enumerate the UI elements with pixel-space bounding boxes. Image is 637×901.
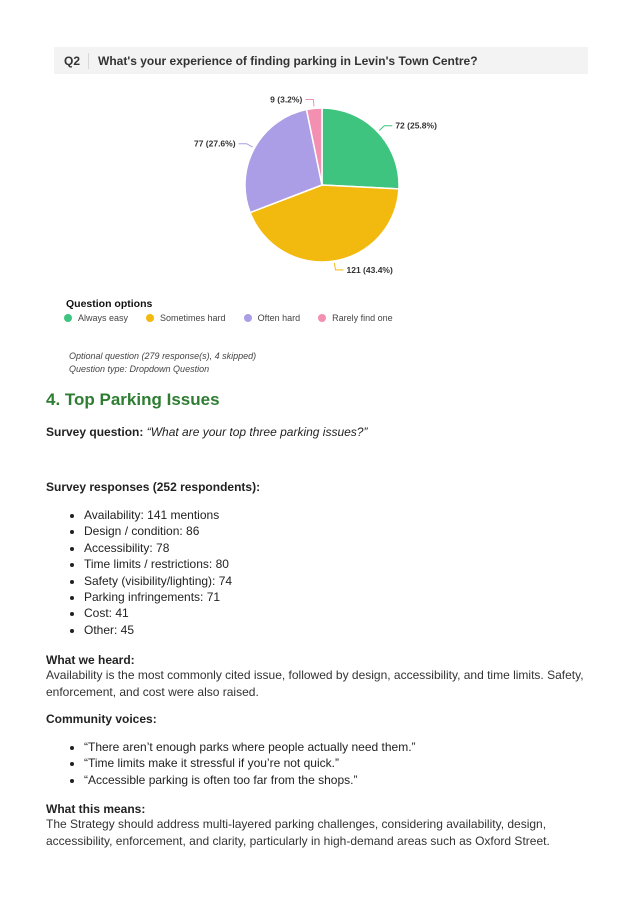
legend-label: Often hard <box>257 313 301 323</box>
pie-slice <box>322 108 399 189</box>
pie-chart <box>0 85 637 285</box>
legend-item <box>146 313 226 323</box>
legend-swatch <box>64 314 72 322</box>
question-header <box>54 47 588 74</box>
voices-heading: Community voices: <box>46 712 157 726</box>
responses-item: • Other: 45 <box>84 622 232 638</box>
pie-leader-line <box>239 144 253 147</box>
pie-leader-line <box>334 263 343 270</box>
heard-text: Availability is the most commonly cited issue, followed by design, accessibility, and time limits. Safety, enforcement, and cost were also raised. <box>46 668 584 699</box>
legend-title: Question options <box>66 298 153 310</box>
responses-item: • Time limits / restrictions: 80 <box>84 556 232 572</box>
pie-data-label: 9 (3.2%) <box>270 94 303 105</box>
legend-swatch <box>146 314 154 322</box>
voices-item: • “There aren’t enough parks where people actually need them.” <box>84 739 416 755</box>
survey-question-text: “What are your top three parking issues?” <box>146 425 368 439</box>
legend-item <box>64 313 128 323</box>
heard-heading: What we heard: <box>46 653 135 667</box>
legend-label: Always easy <box>78 313 129 323</box>
means-text: The Strategy should address multi-layered parking challenges, considering availability, design, accessibility, enforcement, and clarity, particularly in high-demand areas such as Oxford Street. <box>46 817 550 848</box>
legend-label: Sometimes hard <box>160 313 226 323</box>
legend-label: Rarely find one <box>332 313 393 323</box>
responses-item: • Accessibility: 78 <box>84 540 232 556</box>
legend-item <box>244 313 301 323</box>
responses-item: • Parking infringements: 71 <box>84 589 232 605</box>
question-type-info: Question type: Dropdown Question <box>69 364 210 374</box>
pie-data-label: 72 (25.8%) <box>395 120 437 131</box>
pie-leader-line <box>305 99 314 106</box>
legend-item <box>318 313 393 323</box>
chart-legend <box>64 313 411 323</box>
question-responses-info: Optional question (279 response(s), 4 skipped) <box>69 351 257 361</box>
pie-data-label: 77 (27.6%) <box>193 138 236 149</box>
legend-swatch <box>244 314 252 322</box>
question-meta <box>69 350 256 376</box>
pie-data-label: 121 (43.4%) <box>346 264 393 275</box>
means-heading: What this means: <box>46 802 146 816</box>
question-text: What's your experience of finding parking in Levin's Town Centre? <box>98 53 478 68</box>
responses-item: • Cost: 41 <box>84 605 232 621</box>
voices-list <box>46 739 416 788</box>
legend-swatch <box>318 314 326 322</box>
voices-item: • “Accessible parking is often too far from the shops.” <box>84 772 416 788</box>
section-title: 4. Top Parking Issues <box>46 390 220 409</box>
responses-item: • Availability: 141 mentions <box>84 507 232 523</box>
responses-heading: Survey responses (252 respondents): <box>46 480 261 494</box>
responses-item: • Design / condition: 86 <box>84 523 232 539</box>
question-number: Q2 <box>54 53 89 69</box>
responses-item: • Safety (visibility/lighting): 74 <box>84 573 232 589</box>
voices-item: • “Time limits make it stressful if you’re not quick.” <box>84 755 416 771</box>
pie-leader-line <box>379 126 392 131</box>
responses-list <box>46 507 232 638</box>
survey-question-label: Survey question: <box>46 425 144 439</box>
survey-question <box>46 425 367 439</box>
